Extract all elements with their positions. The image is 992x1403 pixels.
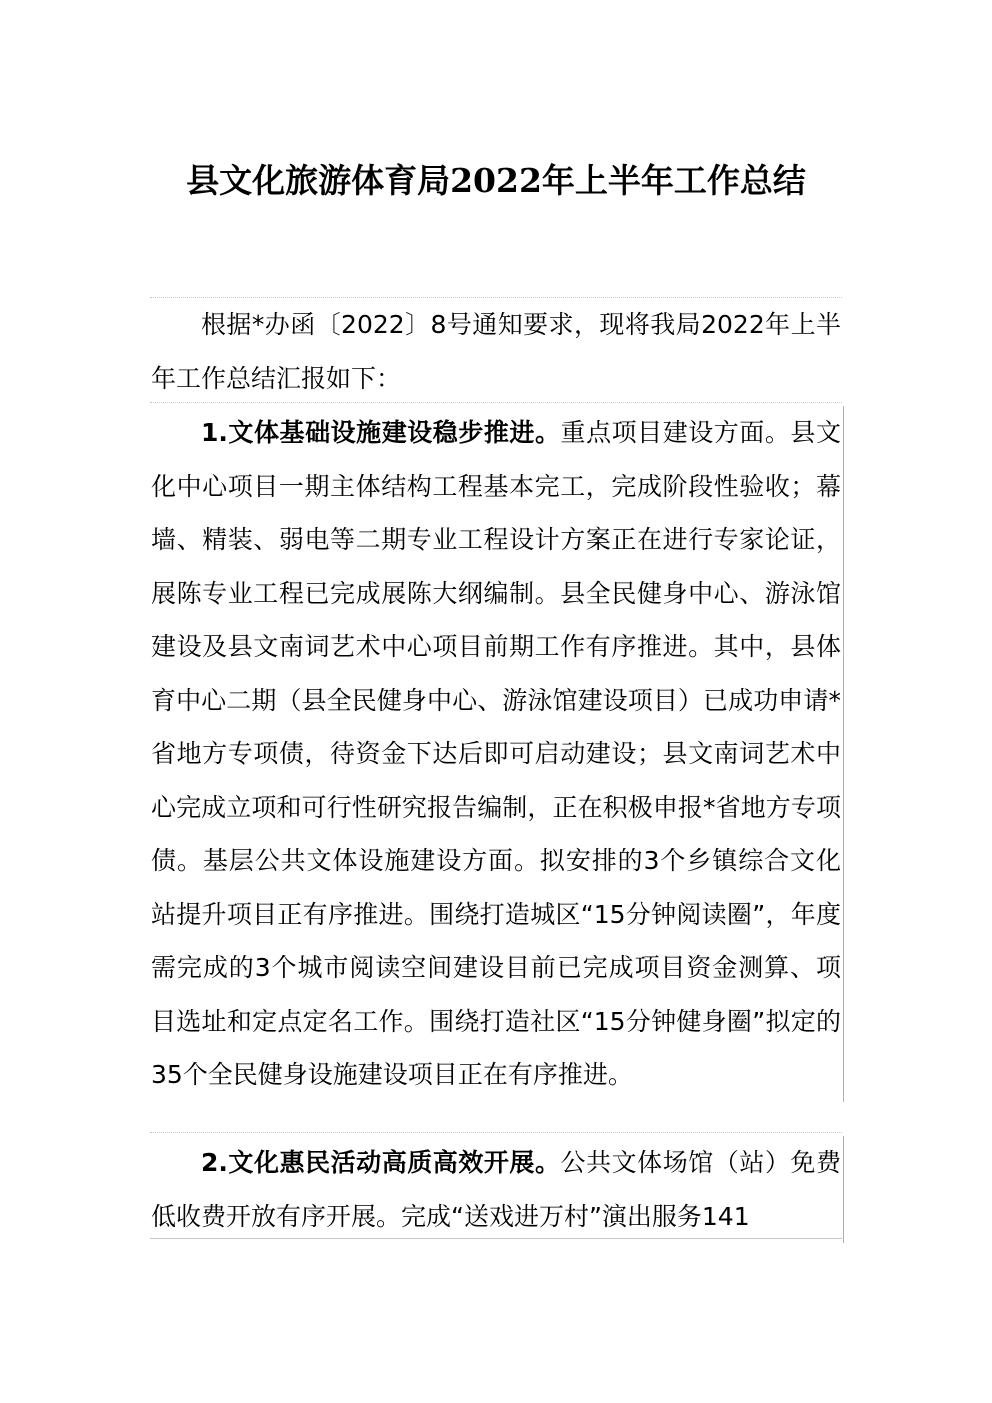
divider <box>150 1132 842 1133</box>
section-heading-2: 2.文化惠民活动高质高效开展。 <box>201 1148 561 1177</box>
section-body-1: 重点项目建设方面。县文化中心项目一期主体结构工程基本完工，完成阶段性验收；幕墙、精装、弱电等二期专业工程设计方案正在进行专家论证，展陈专业工程已完成展陈大纲编制。县全民健身中心、游泳馆建设及县文南词艺术中心项目前期工作有序推进。其中，县体育中心二期（县全民健身中心、游泳馆建设项目）已成功申请*省地方专项债，待资金下达后即可启动建设；县文南词艺术中心完成立项和可行性研究报告编制，正在积极申报*省地方专项债。基层公共文体设施建设方面。拟安排的3个乡镇综合文化站提升项目正有序推进。围绕打造城区“15分钟阅读圈”，年度需完成的3个城市阅读空间建设目前已完成项目资金测算、项目选址和定点定名工作。围绕打造社区“15分钟健身圈”拟定的35个全民健身设施建设项目正在有序推进。 <box>151 418 841 1089</box>
divider <box>150 402 842 403</box>
document-title: 县文化旅游体育局2022年上半年工作总结 <box>186 161 806 200</box>
section-paragraph-1 <box>151 406 844 1102</box>
section-paragraph-2 <box>151 1136 844 1243</box>
intro-paragraph: 根据*办函〔2022〕8号通知要求，现将我局2022年上半年工作总结汇报如下： <box>151 310 841 393</box>
divider <box>150 1238 842 1239</box>
section-heading-1: 1.文体基础设施建设稳步推进。 <box>201 418 561 447</box>
section-body-2: 公共文体场馆（站）免费低收费开放有序开展。完成“送戏进万村”演出服务141 <box>151 1148 841 1231</box>
